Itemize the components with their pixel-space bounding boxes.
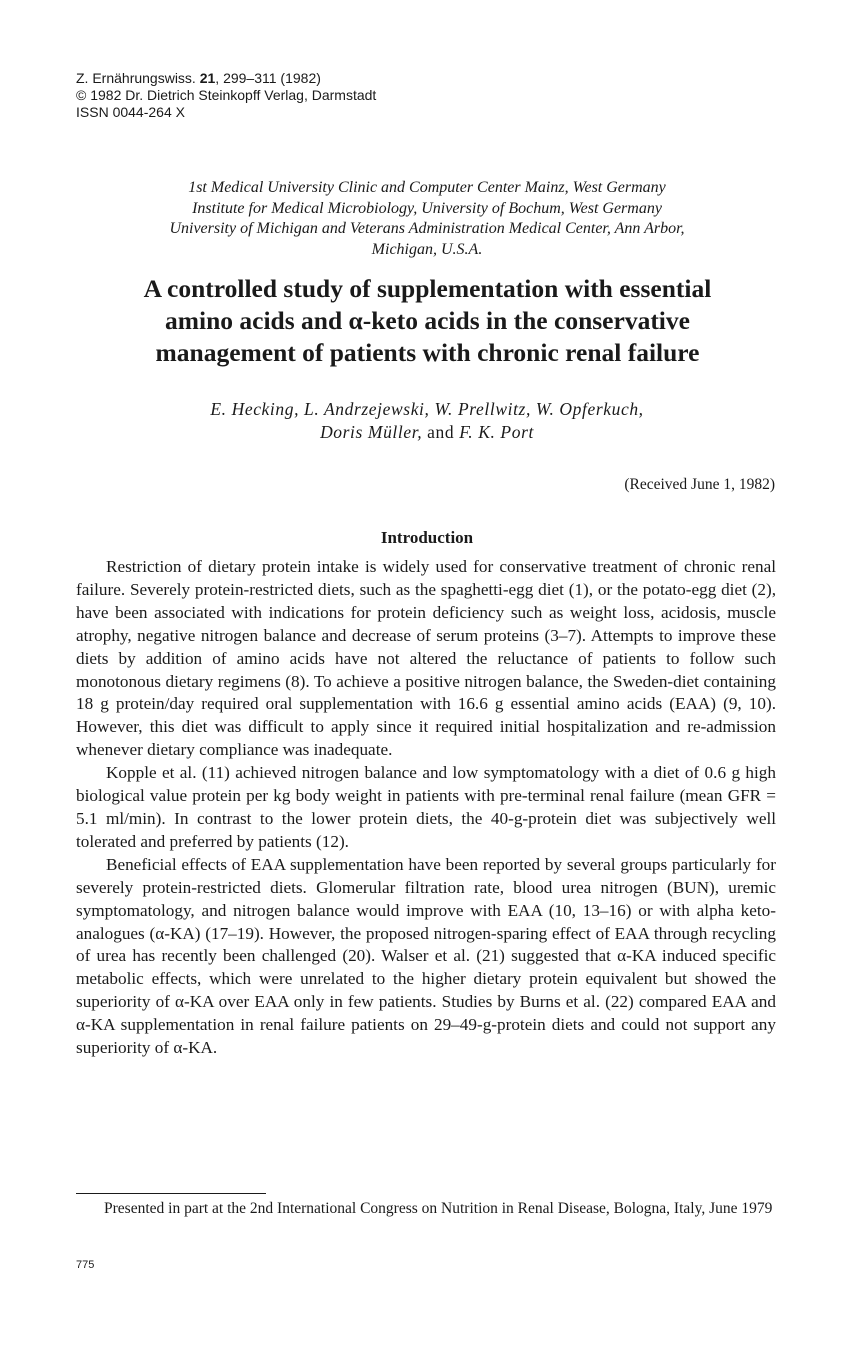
- section-heading: Introduction: [380, 528, 474, 547]
- affiliation-line: University of Michigan and Veterans Administration Medical Center, Ann Arbor,: [169, 220, 685, 237]
- author-list: [76, 398, 778, 443]
- affiliation-line: 1st Medical University Clinic and Computer Center Mainz, West Germany: [188, 179, 666, 196]
- body-text: [76, 556, 776, 1060]
- author-names: E. Hecking, L. Andrzejewski, W. Prellwitz, W. Opferkuch,: [210, 399, 644, 419]
- title-line: management of patients with chronic renal failure: [155, 338, 700, 367]
- journal-header: [76, 70, 576, 121]
- citation-suffix: , 299–311 (1982): [215, 70, 321, 86]
- author-names: Doris Müller,: [320, 421, 423, 442]
- paragraph: Restriction of dietary protein intake is widely used for conservative treatment of chronic renal failure. Severely protein-restricted diets, such as the spaghetti-egg diet (1), or the potato-egg diet (2), have been associated with indications for protein deficiency such as weight loss, acidosis, muscle atrophy, negative nitrogen balance and decrease of serum proteins (3–7). Attempts to improve these diets by addition of amino acids have not altered the reluctance of patients to follow such monotonous dietary regimens (8). To achieve a positive nitrogen balance, the Sweden-diet containing 18 g protein/day required oral supplementation with 16.6 g essential amino acids (EAA) (9, 10). However, this diet was difficult to apply since it required initial hospitalization and re-admission whenever dietary compliance was inadequate.: [76, 557, 776, 760]
- authors-line-1: [76, 398, 778, 421]
- page-number: 775: [76, 1259, 95, 1271]
- paragraph: Kopple et al. (11) achieved nitrogen balance and low symptomatology with a diet of 0.6 g high biological value protein per kg body weight in patients with pre-terminal renal failure (mean GFR = 5.1 ml/min). In contrast to the lower protein diets, the 40-g-protein diet was subjectively well tolerated and preferred by patients (12).: [76, 763, 776, 851]
- paper-title: [60, 273, 795, 369]
- paragraph: Beneficial effects of EAA supplementation have been reported by several groups particularly for severely protein-restricted diets. Glomerular filtration rate, blood urea nitrogen (BUN), uremic symptomatology, and nitrogen balance would improve with EAA (10, 13–16) or with alpha keto-analogues (α-KA) (17–19). However, the proposed nitrogen-sparing effect of EAA through recycling of urea has recently been challenged (20). Walser et al. (21) suggested that α-KA induced specific metabolic effects, which were unrelated to the higher dietary protein equivalent but showed the superiority of α-KA over EAA only in few patients. Studies by Burns et al. (22) compared EAA and α-KA supplementation in renal failure patients on 29–49-g-protein diets and could not support any superiority of α-KA.: [76, 854, 776, 1058]
- author-names: F. K. Port: [459, 421, 534, 442]
- issn-line: ISSN 0044-264 X: [76, 104, 185, 120]
- received-date: (Received June 1, 1982): [624, 476, 775, 493]
- citation-prefix: Z. Ernährungswiss.: [76, 70, 200, 86]
- affiliations: [76, 178, 778, 260]
- title-line: A controlled study of supplementation with essential: [143, 274, 712, 303]
- footnote-divider: [76, 1193, 266, 1194]
- journal-citation: [76, 70, 576, 87]
- copyright-line: © 1982 Dr. Dietrich Steinkopff Verlag, Darmstadt: [76, 87, 377, 103]
- footnote: [76, 1198, 776, 1220]
- affiliation-line: Institute for Medical Microbiology, University of Bochum, West Germany: [192, 199, 662, 217]
- affiliation-line: Michigan, U.S.A.: [371, 240, 483, 258]
- footnote-text: Presented in part at the 2nd International Congress on Nutrition in Renal Disease, Bologna, Italy, June 1979: [104, 1200, 773, 1217]
- authors-conjunction: and: [422, 421, 460, 442]
- title-line: amino acids and α-keto acids in the conservative: [165, 306, 690, 335]
- authors-line-2: [76, 421, 778, 444]
- volume-number: 21: [199, 70, 216, 86]
